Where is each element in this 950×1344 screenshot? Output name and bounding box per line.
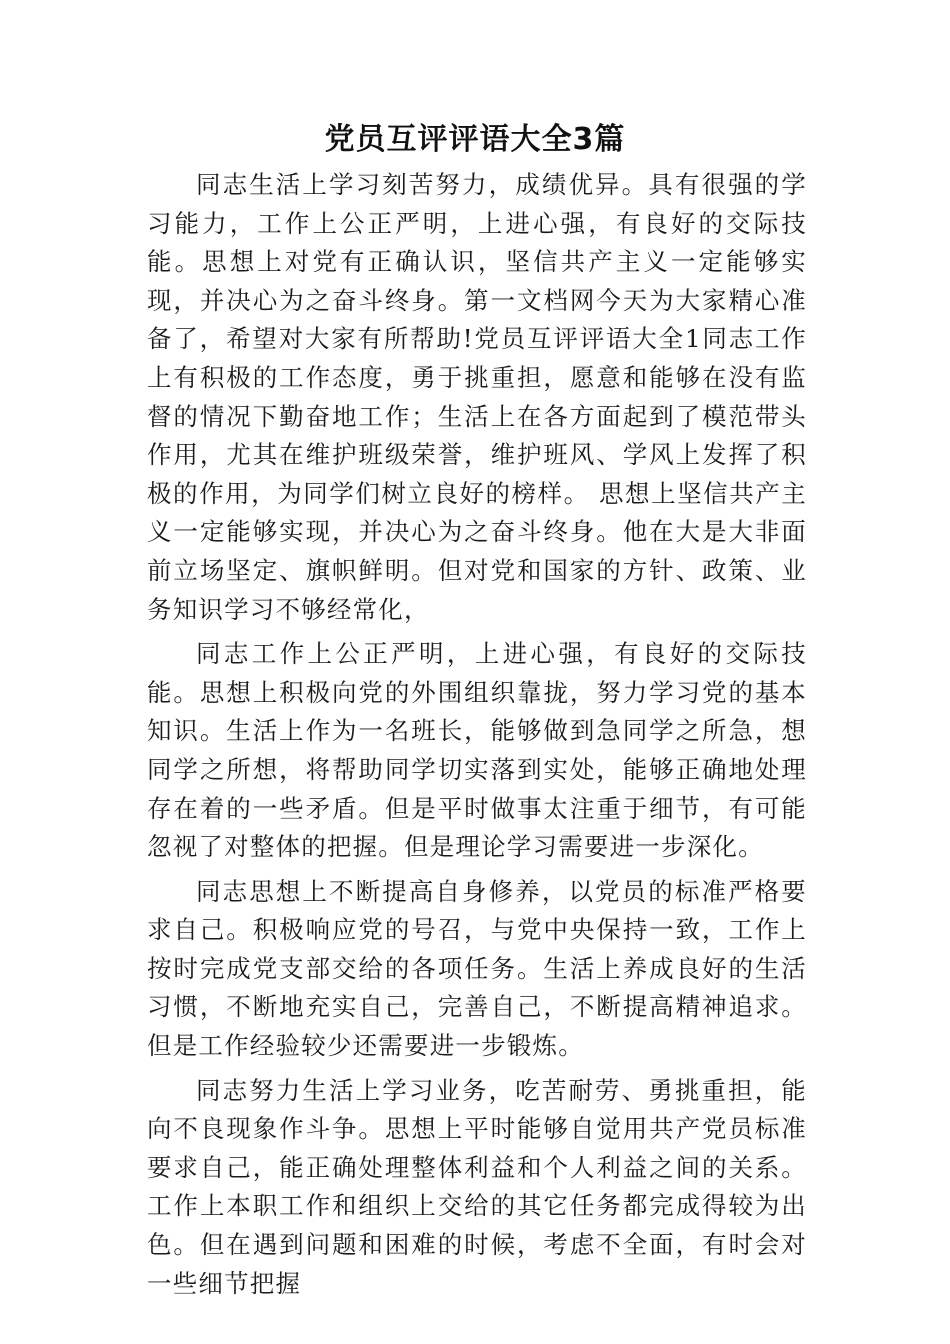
paragraph-3: 同志思想上不断提高自身修养，以党员的标准严格要求自己。积极响应党的号召，与党中央保持一致，工作上按时完成党支部交给的各项任务。生活上养成良好的生活习惯，不断地充实自己，完善自己，不断提高精神追求。但是工作经验较少还需要进一步锻炼。 <box>147 876 807 1061</box>
document-body <box>147 166 807 1309</box>
paragraph-4: 同志努力生活上学习业务，吃苦耐劳、勇挑重担，能向不良现象作斗争。思想上平时能够自觉用共产党员标准要求自己，能正确处理整体利益和个人利益之间的关系。工作上本职工作和组织上交给的其它任务都完成得较为出色。但在遇到问题和困难的时候，考虑不全面，有时会对一些细节把握 <box>147 1075 807 1298</box>
paragraph-1: 同志生活上学习刻苦努力，成绩优异。具有很强的学习能力，工作上公正严明，上进心强，有良好的交际技能。思想上对党有正确认识，坚信共产主义一定能够实现，并决心为之奋斗终身。第一文档网今天为大家精心准备了，希望对大家有所帮助!党员互评评语大全1同志工作上有积极的工作态度，勇于挑重担，愿意和能够在没有监督的情况下勤奋地工作；生活上在各方面起到了模范带头作用，尤其在维护班级荣誉，维护班风、学风上发挥了积极的作用，为同学们树立良好的榜样。 思想上坚信共产主义一定能够实现，并决心为之奋斗终身。他在大是大非面前立场坚定、旗帜鲜明。但对党和国家的方针、政策、业务知识学习不够经常化， <box>147 170 807 624</box>
document-title: 党员互评评语大全3篇 <box>324 122 626 157</box>
paragraph-2: 同志工作上公正严明，上进心强，有良好的交际技能。思想上积极向党的外围组织靠拢，努力学习党的基本知识。生活上作为一名班长，能够做到急同学之所急，想同学之所想，将帮助同学切实落到实处，能够正确地处理存在着的一些矛盾。但是平时做事太注重于细节，有可能忽视了对整体的把握。但是理论学习需要进一步深化。 <box>147 639 807 862</box>
